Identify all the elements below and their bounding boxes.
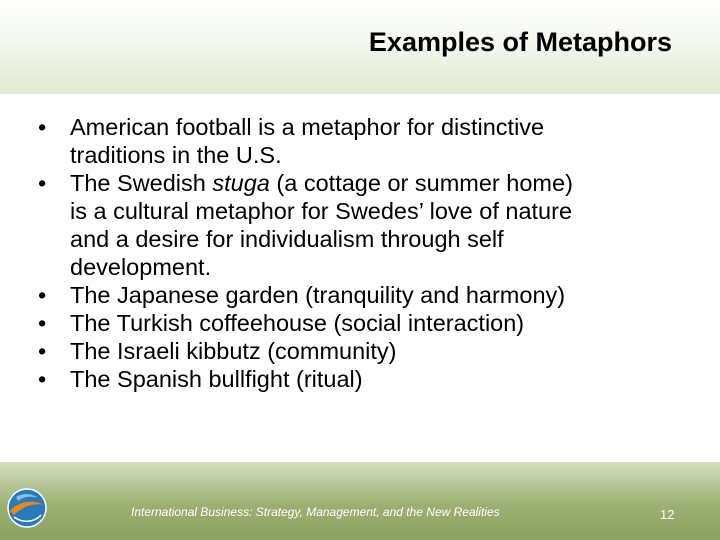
bullet-item <box>38 337 678 365</box>
bullet-item <box>38 113 678 169</box>
bullet-dot: • <box>38 170 47 196</box>
bullet-line-italic: stuga <box>212 170 270 196</box>
footer-band <box>0 462 720 540</box>
bullet-line: is a cultural metaphor for Swedes’ love of nature <box>70 198 573 224</box>
bullet-line-suffix: (a cottage or summer home) <box>269 170 573 196</box>
bullet-line: traditions in the U.S. <box>70 142 282 168</box>
bullet-line: The Israeli kibbutz (community) <box>70 338 397 364</box>
bullet-line: The Spanish bullfight (ritual) <box>70 366 363 392</box>
bullet-item <box>38 281 678 309</box>
bullet-list <box>38 113 678 393</box>
bullet-line: The Japanese garden (tranquility and harmony) <box>70 282 566 308</box>
page-number: 12 <box>660 507 675 522</box>
globe-swoosh-logo-icon <box>6 487 48 529</box>
bullet-dot: • <box>38 366 47 392</box>
bullet-line: American football is a metaphor for distinctive <box>70 114 545 140</box>
bullet-line: development. <box>70 254 212 280</box>
bullet-line: and a desire for individualism through self <box>70 226 504 252</box>
bullet-dot: • <box>38 282 47 308</box>
bullet-dot: • <box>38 114 47 140</box>
bullet-item <box>38 365 678 393</box>
bullet-item <box>38 169 678 281</box>
bullet-line-prefix: The Swedish <box>70 170 213 196</box>
footer-book-title: International Business: Strategy, Management, and the New Realities <box>131 505 500 519</box>
slide-title: Examples of Metaphors <box>368 27 672 57</box>
bullet-line: The Turkish coffeehouse (social interaction) <box>70 310 525 336</box>
bullet-dot: • <box>38 310 47 336</box>
bullet-dot: • <box>38 338 47 364</box>
bullet-item <box>38 309 678 337</box>
